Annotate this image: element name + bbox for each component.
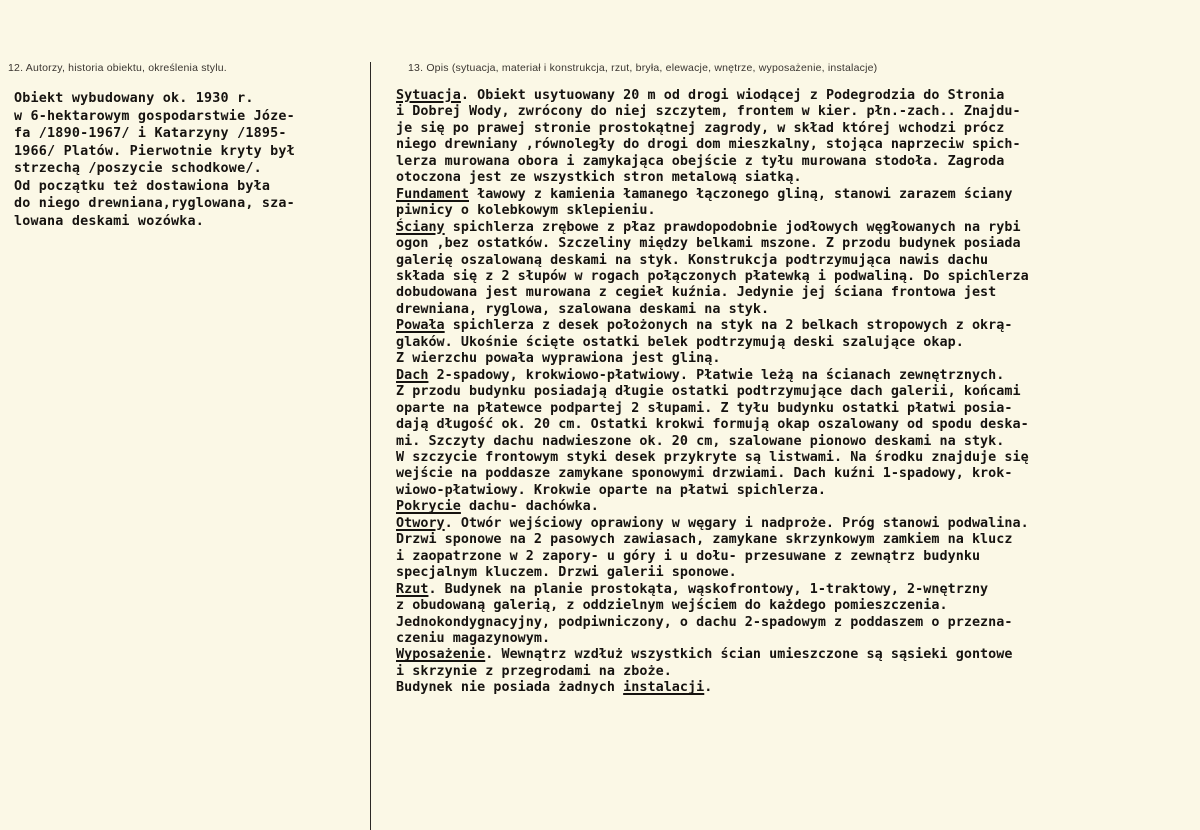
description-text: Z wierzchu powała wyprawiona jest gliną. [396, 351, 721, 367]
description-text: spichlerza z desek położonych na styk na 2 belkach stropowych z okrą- [444, 318, 1013, 334]
description-text: otoczona jest ze wszystkich stron metalową siatką. [396, 170, 802, 186]
description-line [396, 565, 1196, 581]
description-line [396, 187, 1196, 203]
description-line [396, 88, 1196, 104]
section-heading: Rzut [396, 581, 429, 597]
description-text-block [396, 88, 1196, 697]
description-text: ławowy z kamienia łamanego łączonego gliną, stanowi zarazem ściany [469, 186, 1013, 202]
description-line [396, 532, 1196, 548]
description-line [396, 417, 1196, 433]
description-text: Drzwi sponowe na 2 pasowych zawiasach, zamykane skrzynkowym zamkiem na klucz [396, 532, 1013, 548]
description-line [396, 269, 1196, 285]
description-text: z obudowaną galerią, z oddzielnym wejściem do każdego pomieszczenia. [396, 598, 948, 614]
description-line [396, 368, 1196, 384]
history-line: 1966/ Platów. Pierwotnie kryty był [14, 143, 295, 159]
description-text: piwnicy o kolebkowym sklepieniu. [396, 203, 656, 219]
description-text: . [704, 680, 713, 696]
description-text: specjalnym kluczem. Drzwi galerii sponowe. [396, 565, 737, 581]
description-line [396, 154, 1196, 170]
description-text: wiowo-płatwiowy. Krokwie oparte na płatwi spichlerza. [396, 482, 826, 498]
description-line [396, 450, 1196, 466]
description-text: . Otwór wejściowy oprawiony w węgary i nadproże. Próg stanowi podwalina. [444, 515, 1029, 531]
description-text: niego drewniany ,równoległy do drogi dom mieszkalny, stojąca naprzeciw spich- [396, 137, 1021, 153]
description-text: składa się z 2 słupów w rogach połączonych płatewką i podwaliną. Do spichlerza [396, 268, 1029, 284]
description-text: Budynek nie posiada żadnych [396, 680, 624, 696]
description-line [396, 582, 1196, 598]
description-line [396, 631, 1196, 647]
history-line: Obiekt wybudowany ok. 1930 r. [14, 91, 254, 106]
section-heading: Wyposażenie [396, 647, 486, 663]
description-line [396, 137, 1196, 153]
section-heading: Fundament [396, 186, 470, 202]
description-line [396, 285, 1196, 301]
description-text: Z przodu budynku posiadają długie ostatki podtrzymujące dach galerii, końcami [396, 384, 1021, 400]
description-text: i Dobrej Wody, zwrócony do niej szczytem, frontem w kier. płn.-zach.. Znajdu- [396, 104, 1021, 120]
description-text: spichlerza zrębowe z płaz prawdopodobnie jodłowych węgłowanych na rybi [444, 219, 1021, 235]
section-12-header: 12. Autorzy, historia obiektu, określenia stylu. [8, 62, 227, 74]
description-line [396, 236, 1196, 252]
history-line: lowana deskami wozówka. [14, 213, 205, 229]
description-line [396, 253, 1196, 269]
description-text: . Wewnątrz wzdłuż wszystkich ścian umieszczone są sąsieki gontowe [485, 647, 1013, 663]
description-text: dają długość ok. 20 cm. Ostatki krokwi formują okap oszalowany od spodu deska- [396, 417, 1029, 433]
description-line [396, 203, 1196, 219]
description-line [396, 335, 1196, 351]
description-line [396, 318, 1196, 334]
section-heading: Dach [396, 367, 429, 383]
description-text: galerię oszalowaną deskami na styk. Konstrukcja podtrzymująca nawis dachu [396, 252, 989, 268]
description-text: dachu- dachówka. [460, 499, 599, 515]
description-text: i skrzynie z przegrodami na zboże. [396, 663, 672, 679]
section-heading: Ściany [396, 219, 445, 235]
description-line [396, 483, 1196, 499]
description-text: dobudowana jest murowana z cegieł kuźnia. Jedynie jej ściana frontowa jest [396, 285, 997, 301]
description-text: i zaopatrzone w 2 zapory- u góry i u dołu- przesuwane z zewnątrz budynku [396, 548, 981, 564]
description-line [396, 549, 1196, 565]
description-line [396, 615, 1196, 631]
description-text: ogon ,bez ostatków. Szczeliny między belkami mszone. Z przodu budynek posiada [396, 236, 1021, 252]
description-line [396, 351, 1196, 367]
description-text: je się po prawej stronie prostokątnej zagrody, w skład której wchodzi prócz [396, 120, 1005, 136]
description-line [396, 466, 1196, 482]
column-divider [370, 62, 371, 830]
description-line [396, 170, 1196, 186]
description-line [396, 384, 1196, 400]
history-line: strzechą /poszycie schodkowe/. [14, 161, 262, 176]
section-heading: Sytuacja [396, 88, 461, 103]
history-line: fa /1890-1967/ i Katarzyny /1895- [14, 126, 287, 141]
section-heading: Otwory [396, 515, 445, 531]
description-line [396, 680, 1196, 696]
section-heading: Powała [396, 318, 445, 334]
description-text: glaków. Ukośnie ścięte ostatki belek podtrzymują deski szalujące okap. [396, 334, 964, 350]
description-text: 2-spadowy, krokwiowo-płatwiowy. Płatwie leżą na ścianach zewnętrznych. [428, 367, 1005, 383]
description-line [396, 499, 1196, 515]
history-line: do niego drewniana,ryglowana, sza- [14, 196, 295, 211]
description-line [396, 220, 1196, 236]
history-line: Od początku też dostawiona była [14, 178, 271, 194]
section-heading: Pokrycie [396, 499, 461, 515]
description-line [396, 647, 1196, 663]
section-heading: instalacji [623, 680, 705, 696]
description-text: lerza murowana obora i zamykająca obejście z tyłu murowana stodoła. Zagroda [396, 153, 1005, 169]
description-line [396, 516, 1196, 532]
description-line [396, 664, 1196, 680]
description-text: Jednokondygnacyjny, podpiwniczony, o dachu 2-spadowym z poddaszem o przezna- [396, 614, 1013, 630]
section-13-header: 13. Opis (sytuacja, materiał i konstrukcja, rzut, bryła, elewacje, wnętrze, wyposażenie, instalacje) [408, 62, 878, 74]
history-text-block [14, 90, 364, 230]
description-line [396, 598, 1196, 614]
description-text: W szczycie frontowym styki desek przykryte są listwami. Na środku znajduje się [396, 449, 1029, 465]
description-text: mi. Szczyty dachu nadwieszone ok. 20 cm, szalowane pionowo deskami na styk. [396, 433, 1005, 449]
description-text: wejście na poddasze zamykane sponowymi drzwiami. Dach kuźni 1-spadowy, krok- [396, 466, 1013, 482]
description-line [396, 121, 1196, 137]
description-line [396, 401, 1196, 417]
description-text: drewniana, ryglowa, szalowana deskami na styk. [396, 301, 770, 317]
description-line [396, 104, 1196, 120]
history-line: w 6-hektarowym gospodarstwie Józe- [14, 108, 295, 124]
description-text: . Budynek na planie prostokąta, wąskofrontowy, 1-traktowy, 2-wnętrzny [428, 581, 989, 597]
description-text: oparte na płatewce podpartej 2 słupami. Z tyłu budynku ostatki płatwi posia- [396, 400, 1013, 416]
description-text: czeniu magazynowym. [396, 630, 551, 646]
description-text: . Obiekt usytuowany 20 m od drogi wiodącej z Podegrodzia do Stronia [460, 88, 1005, 103]
description-line [396, 302, 1196, 318]
description-line [396, 434, 1196, 450]
